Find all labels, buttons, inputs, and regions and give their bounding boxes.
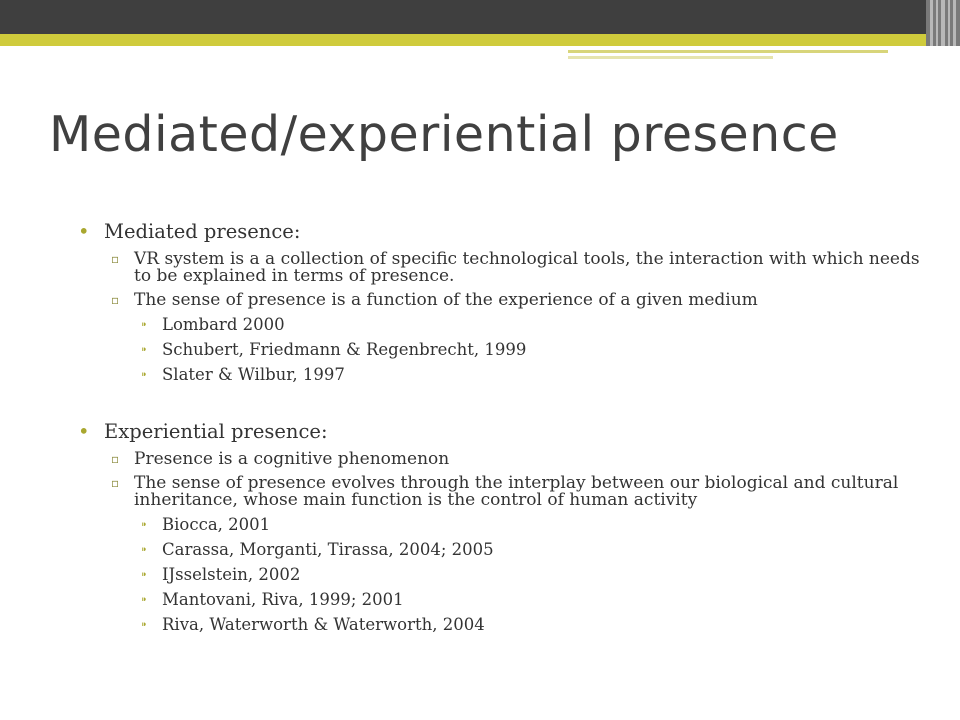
reference-text: Lombard 2000 (162, 315, 285, 334)
reference-item (78, 541, 928, 559)
reference-item (78, 566, 928, 584)
small-bullet-icon: ⁍ (141, 368, 147, 382)
section-heading-text: Experiential presence: (104, 420, 328, 443)
reference-item (78, 516, 928, 534)
list-item-text: VR system is a a collection of specific technological tools, the interaction with which needs to be explained in terms of presence. (134, 249, 920, 286)
list-item (78, 251, 928, 285)
list-item (78, 292, 928, 309)
list-item-text: Presence is a cognitive phenomenon (134, 449, 450, 469)
section-heading-experiential (78, 420, 928, 444)
small-bullet-icon: ⁍ (141, 343, 147, 357)
corner-stripes (926, 0, 960, 46)
reference-text: Biocca, 2001 (162, 515, 271, 534)
slide-content (78, 220, 928, 634)
slide-title: Mediated/experiential presence (49, 106, 839, 163)
section-heading-mediated (78, 220, 928, 244)
reference-item (78, 366, 928, 384)
section-heading-text: Mediated presence: (104, 220, 301, 243)
list-item-text: The sense of presence is a function of the experience of a given medium (134, 290, 758, 310)
square-bullet-icon: ▫ (111, 476, 120, 490)
list-item (78, 475, 928, 509)
square-bullet-icon: ▫ (111, 452, 120, 466)
reference-item (78, 591, 928, 609)
small-bullet-icon: ⁍ (141, 543, 147, 557)
reference-text: Riva, Waterworth & Waterworth, 2004 (162, 615, 485, 634)
square-bullet-icon: ▫ (111, 293, 120, 307)
list-item (78, 451, 928, 468)
reference-item (78, 616, 928, 634)
reference-text: Schubert, Friedmann & Regenbrecht, 1999 (162, 340, 527, 359)
reference-text: Mantovani, Riva, 1999; 2001 (162, 590, 404, 609)
small-bullet-icon: ⁍ (141, 618, 147, 632)
small-bullet-icon: ⁍ (141, 518, 147, 532)
accent-line (568, 50, 888, 53)
reference-text: IJsselstein, 2002 (162, 565, 301, 584)
small-bullet-icon: ⁍ (141, 568, 147, 582)
accent-line (568, 56, 773, 59)
list-item-text: The sense of presence evolves through the interplay between our biological and cultural inheritance, whose main function is the control of human activity (134, 473, 899, 510)
reference-text: Slater & Wilbur, 1997 (162, 365, 345, 384)
bullet-icon: • (78, 220, 90, 243)
top-dark-bar (0, 0, 960, 34)
reference-item (78, 341, 928, 359)
reference-text: Carassa, Morganti, Tirassa, 2004; 2005 (162, 540, 494, 559)
reference-item (78, 316, 928, 334)
top-gold-bar (0, 34, 960, 46)
square-bullet-icon: ▫ (111, 252, 120, 266)
small-bullet-icon: ⁍ (141, 318, 147, 332)
small-bullet-icon: ⁍ (141, 593, 147, 607)
bullet-icon: • (78, 420, 90, 443)
